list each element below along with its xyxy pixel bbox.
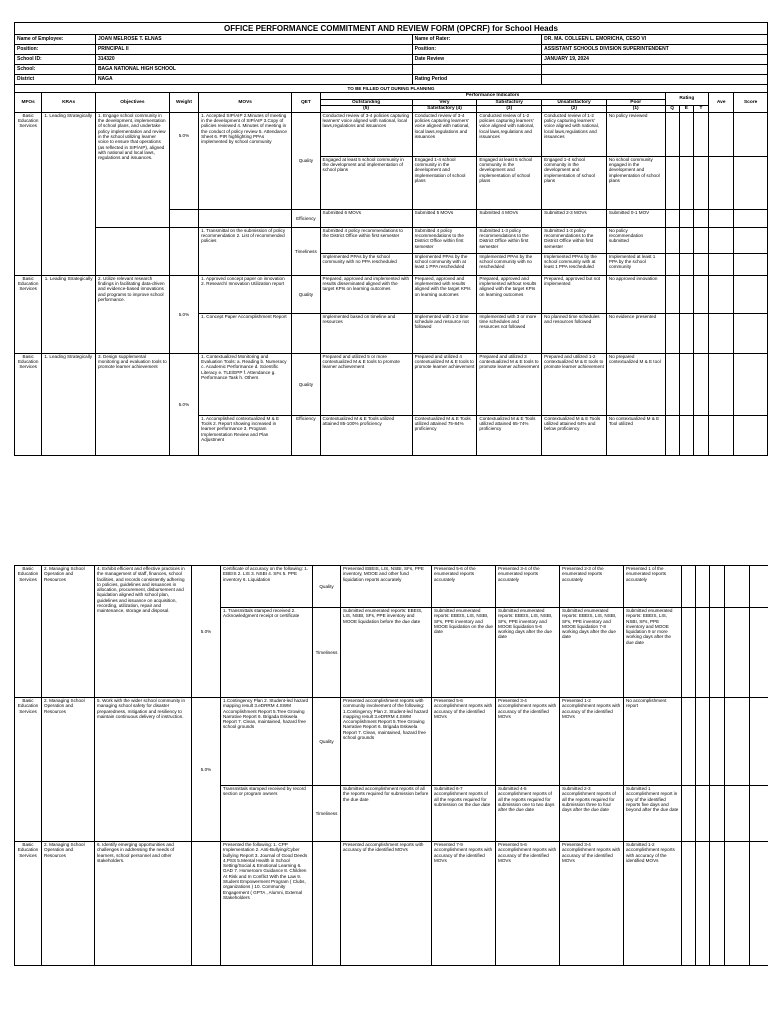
rating-e[interactable] — [679, 353, 693, 415]
objective-cell: 6. Identify emerging opportunities and challenges in addressing the needs of learners, school personnel and other stakeholders. — [95, 842, 192, 966]
indicator-cell: Submitted 4 policy recommendations to the District Office within first semester — [412, 227, 477, 253]
mov-cell: 1. Transmittal on the submission of policy recommendation 2. List of recommended policies — [199, 227, 292, 275]
rating-t[interactable] — [710, 698, 725, 786]
kra-cell: 2. Managing School Operation and Resources — [42, 842, 95, 966]
mov-cell: Presented the following: 1. CPP Implementation 2. Anti-Bullying/Cyber bullying Report 3. Journal of Good Deeds 4.PSS 5.Mental Health in School Setting/Social & Emotional Learning 6. GAD 7. Homeroom Guidance 8. Children At Risk and In Conflict With the Law 9. Student Empowerment Program ( Clubs, organizations ) 10. Community Engagement ( GPTA , Alumni, External Stakeholders — [221, 842, 313, 966]
indicator-cell: Prepared and utilized 5 or more contextualized M & E tools to promote learner achievement — [320, 353, 412, 415]
score-cell[interactable] — [734, 353, 768, 415]
rating-t[interactable] — [693, 209, 708, 227]
col-ave: Ave — [709, 93, 734, 113]
col-kras: KRAs — [42, 93, 96, 113]
rating-e[interactable] — [679, 415, 693, 455]
rating-q[interactable] — [665, 415, 679, 455]
school-id-label: School ID: — [15, 55, 96, 65]
qet-cell: Quality — [292, 112, 320, 209]
qet-cell: Timeliness — [313, 786, 341, 842]
rating-e[interactable] — [696, 786, 710, 842]
kra-cell: 1. Leading Strategically — [42, 275, 96, 353]
indicator-cell: Implemented PPAs by the school community with at least 1 PPA rescheduled — [542, 253, 607, 275]
ave-cell[interactable] — [709, 275, 734, 313]
rating-q[interactable] — [682, 698, 696, 786]
indicator-cell: Presented 2-3 of the enumerated reports accurately — [560, 566, 624, 608]
indicator-cell: Presented 3-4 accomplishment reports with accuracy of the identified MOVs — [560, 842, 624, 966]
rating-q[interactable] — [665, 253, 679, 275]
indicator-cell: No planned time schedules and resources followed — [542, 313, 607, 353]
mfo-cell: Basic Education Services — [15, 566, 42, 698]
col-outstanding-n: (5) — [320, 106, 412, 113]
rating-e[interactable] — [679, 209, 693, 227]
indicator-cell: Submitted 1 accomplishment report in any of the identified reports five days and beyond after the due date — [624, 786, 682, 842]
indicator-cell: Contextualized M & E Tools utilized attained 85-100% proficiency — [320, 415, 412, 455]
objective-cell: 3. Design supplemental monitoring and evaluation tools to promote learner achievement — [95, 353, 169, 455]
indicator-cell: Presented 5-6 of the enumerated reports accurately — [432, 566, 496, 608]
ave-cell[interactable] — [725, 608, 750, 698]
rating-t[interactable] — [693, 415, 708, 455]
indicator-cell: Prepared and utilized 4 contextualized M & E tools to promote learner achievement — [412, 353, 477, 415]
district-label: District — [15, 75, 96, 85]
score-cell[interactable] — [734, 253, 768, 275]
mov-cell: 1. Transmittals stamped received 2. Acknowledgment receipt or certificate — [221, 608, 313, 698]
objective-cell: 1. Engage school community in the development, implementation of school plans, and undertake policy implementation and review in the school utilizing learner voice to ensure that operations (as reflected in SIP/AIP), aligned with national and local laws, regulations and issuances. — [95, 112, 169, 209]
rating-q[interactable] — [665, 209, 679, 227]
rating-t[interactable] — [693, 353, 708, 415]
indicator-cell: Contextualized M & E Tools utilized attained 64% and below proficiency — [542, 415, 607, 455]
rater-position: ASSISTANT SCHOOLS DIVISION SUPERINTENDENT — [542, 45, 768, 55]
indicator-cell: Engaged at least 5 school community in the development and implementation of school plans — [320, 156, 412, 209]
indicator-cell: Prepared, approved but not implemented — [542, 275, 607, 313]
rating-q[interactable] — [682, 842, 696, 966]
indicator-cell: Submitted 1-2 accomplishment reports with accuracy of the identified MOVs — [624, 842, 682, 966]
mov-cell: 1.Contingency Plan 2. Student-led hazard mapping result 3.eDRRM 4.SWM Accomplishment Report 5.Tree Growing Narrative Report 6. Brigada Eskwela Report 7. Clean, maintained, hazard free school grounds — [221, 698, 313, 786]
rating-e[interactable] — [679, 227, 693, 253]
rating-q[interactable] — [665, 313, 679, 353]
rating-q[interactable] — [682, 786, 696, 842]
rating-t[interactable] — [710, 566, 725, 608]
indicator-cell: Presented accomplishment reports with community involvement of the following: 1.Contingency Plan 2. Student-led hazard mapping result 3.eDRRM 4.SWM Accomplishment Report 5.Tree Growing Narrative Report 6. Brigada Eskwela Report 7. Clean, maintained, hazard free school grounds — [341, 698, 432, 786]
col-satisfactory: Satisfactory — [477, 99, 542, 106]
indicator-cell: Conducted review of 1-2 policy capturing learners' voice aligned with national, local laws,regulations and issuances — [542, 112, 607, 156]
indicator-cell: Submitted 4-5 accomplishment reports of all the reports required for submission one to two days after the due date — [496, 786, 560, 842]
rating-q[interactable] — [665, 275, 679, 313]
indicator-cell: Conducted review of 3-4 policies capturing learners' voice aligned with national, local laws,regulations and issuances — [320, 112, 412, 156]
indicator-cell: Submitted enumerated reports: EBEIS, LIS, NSBI, SFs, PPE inventory and MOOE liquidation 7-8 working days after the due date — [560, 608, 624, 698]
rater-name: DR. MA. COLLEEN L. EMORICHA, CESO VI — [542, 35, 768, 45]
district-name: NAGA — [95, 75, 412, 85]
indicator-cell: Engaged at least 5 school community in the development and implementation of school plans — [477, 156, 542, 209]
indicator-cell: Presented accomplishment reports with accuracy of the identified MOVs — [341, 842, 432, 966]
col-satisfactory-n: (3) — [477, 106, 542, 113]
indicator-cell: Implemented with 1-2 time schedule and resource not followed — [412, 313, 477, 353]
col-rating: Rating — [665, 93, 708, 106]
col-qet: QET — [292, 93, 320, 113]
indicator-cell: Submitted 2-3 accomplishment reports of all the reports required for submission three to four days after the due date — [560, 786, 624, 842]
score-cell[interactable] — [750, 566, 768, 608]
ave-cell[interactable] — [709, 156, 734, 209]
rating-e[interactable] — [696, 566, 710, 608]
indicator-cell: No approved innovation — [606, 275, 665, 313]
col-poor-n: (1) — [606, 106, 665, 113]
ave-cell[interactable] — [709, 227, 734, 253]
indicator-cell: Implemented with 3 or more time schedules and resources not followed — [477, 313, 542, 353]
mfo-cell: Basic Education Services — [15, 842, 42, 966]
rating-e[interactable] — [679, 313, 693, 353]
mov-cell: 1. Concept Paper Accomplishment Report — [199, 313, 292, 353]
position-value: PRINCIPAL II — [95, 45, 412, 55]
ave-cell[interactable] — [709, 415, 734, 455]
indicator-cell: Conducted review of 1-2 policies capturing learners' voice aligned with national, local laws,regulations and issuances — [477, 112, 542, 156]
qet-cell: Quality — [292, 275, 320, 313]
indicator-cell: Prepared, approved and implemented with results aligned with the target KPIs on learning outcomes — [412, 275, 477, 313]
rating-t[interactable] — [710, 842, 725, 966]
objective-cell: 4. Exhibit efficient and effective practices in the management of staff, finances, school facilities, and records consistently adhering to policies, guidelines and issuances in allocation, procurement, disbursement and liquidation aligned with school plan, guidelines and issuance on acquisition, recording, utilization, repair and maintenance, storage and disposal. — [95, 566, 192, 698]
objective-cell: 2. Utilize relevant research findings in facilitating data-driven and evidence-based innovations and programs to improve school performance. — [95, 275, 169, 353]
indicator-cell: Prepared, approved and implemented with results disseminated aligned with the target KPIs on learning outcomes — [320, 275, 412, 313]
score-cell[interactable] — [750, 698, 768, 786]
indicator-cell: No contextualized M & E Tool utilized — [606, 415, 665, 455]
rating-t[interactable] — [693, 156, 708, 209]
indicator-cell: Contextualized M & E Tools utilized attained 65-74% proficiency — [477, 415, 542, 455]
indicator-cell: Submitted 1-3 policy recommendations to the District Office within first semester — [477, 227, 542, 253]
mfo-cell: Basic Education Services — [15, 112, 42, 275]
qet-cell: Quality — [292, 353, 320, 415]
indicator-cell: No evidence presented — [606, 313, 665, 353]
qet-cell: Quality — [313, 566, 341, 608]
mfo-cell: Basic Education Services — [15, 275, 42, 353]
rating-e[interactable] — [696, 608, 710, 698]
ave-cell[interactable] — [725, 566, 750, 608]
school-id: 314320 — [95, 55, 412, 65]
indicator-cell: No prepared contextualized M & E tool — [606, 353, 665, 415]
rating-t[interactable] — [693, 112, 708, 156]
indicator-cell: Submitted enumerated reports: EBEIS, LIS, NSBI, SFs, PPE inventory and MOOE liquidation 5-6 working days after the due date — [496, 608, 560, 698]
rating-e[interactable] — [679, 156, 693, 209]
kra-cell: 1. Leading Strategically — [42, 353, 96, 455]
col-mfos: MFOs — [15, 93, 42, 113]
opcrf-table-page-1 — [14, 22, 768, 456]
indicator-cell: Submitted 1-3 policy recommendations to the District Office within first semester — [542, 227, 607, 253]
score-cell[interactable] — [734, 313, 768, 353]
indicator-cell: Engaged 1-4 school community in the development and implementation of school plans — [412, 156, 477, 209]
indicator-cell: Submitted enumerated reports: EBEIS, LIS, NSBI, SFs, PPE inventory and MOOE liquidation 9 or more working days after the due date — [624, 608, 682, 698]
planning-banner: TO BE FILLED OUT DURING PLANNING — [15, 85, 768, 93]
ave-cell[interactable] — [709, 313, 734, 353]
col-unsatisfactory-n: (2) — [542, 106, 607, 113]
score-cell[interactable] — [750, 608, 768, 698]
indicator-cell: Presented EBEIS, LIS, NSBI, SFs, PPE inventory, MOOE and other fund liquidation reports accurately — [341, 566, 432, 608]
rating-q[interactable] — [665, 112, 679, 156]
ave-cell[interactable] — [709, 353, 734, 415]
date-review: JANUARY 19, 2024 — [542, 55, 768, 65]
indicator-cell: Submitted 5 MOVs — [412, 209, 477, 227]
col-poor: Poor — [606, 99, 665, 106]
rating-e[interactable] — [696, 698, 710, 786]
indicator-cell: Presented 5-6 accomplishment reports with accuracy of the identified MOVs — [432, 698, 496, 786]
score-cell[interactable] — [750, 842, 768, 966]
kra-cell: 2. Managing School Operation and Resources — [42, 698, 95, 842]
weight-cell: 5.0% — [192, 698, 221, 842]
ave-cell[interactable] — [725, 698, 750, 786]
indicator-cell: Presented 5-6 accomplishment reports with accuracy of the identified MOVs — [496, 842, 560, 966]
rating-q[interactable] — [682, 566, 696, 608]
weight-cell: 5.0% — [169, 353, 198, 455]
rating-t[interactable] — [693, 253, 708, 275]
indicator-cell: Submitted 0-1 MOV — [606, 209, 665, 227]
indicator-cell: Prepared and utilized 3 contextualized M & E tools to promote learner achievement — [477, 353, 542, 415]
score-cell[interactable] — [734, 275, 768, 313]
rating-e[interactable] — [679, 112, 693, 156]
ave-cell[interactable] — [709, 253, 734, 275]
indicator-cell: Presented 1 of the enumerated reports accurately — [624, 566, 682, 608]
col-very-sat: Satisfactory (4) — [412, 106, 477, 113]
qet-cell: Quality — [313, 698, 341, 786]
indicator-cell: No policy recommendation submitted — [606, 227, 665, 253]
rater-label: Name of Rater: — [412, 35, 542, 45]
rating-e[interactable] — [696, 842, 710, 966]
school-name: BAGA NATIONAL HIGH SCHOOL — [95, 65, 412, 75]
indicator-cell: Prepared, approved and implemented without results aligned with the target KPIs on learning outcomes — [477, 275, 542, 313]
indicator-cell: Submitted 6-7 accomplishment reports of all the reports required for submission on the due date — [432, 786, 496, 842]
col-very: Very — [412, 99, 477, 106]
col-outstanding: Outstanding — [320, 99, 412, 106]
mov-cell: 1. Accomplished contextualized M & E Tools 2. Report showing increased in learner performance 3. Program Implementation Review and Plan Adjustment — [199, 415, 292, 455]
indicator-cell: Implemented at least 1 PPA by the school community — [606, 253, 665, 275]
mov-cell: Certificate of accuracy on the following: 1. EBEIS 2. LIS 3. NSBI 4. SFs 5. PPE inventory 6. Liquidation — [221, 566, 313, 608]
rating-t[interactable] — [693, 275, 708, 313]
indicator-cell: Presented 3-4 of the enumerated reports accurately — [496, 566, 560, 608]
employee-name-label: Name of Employee: — [15, 35, 96, 45]
ave-cell[interactable] — [709, 209, 734, 227]
indicator-cell: Presented 1-2 accomplishment reports with accuracy of the identified MOVs — [560, 698, 624, 786]
mfo-cell: Basic Education Services — [15, 353, 42, 455]
rating-q[interactable] — [665, 227, 679, 253]
col-e: E — [679, 106, 693, 113]
form-title: OFFICE PERFORMANCE COMMITMENT AND REVIEW FORM (OPCRF) for School Heads — [15, 23, 768, 35]
indicator-cell: Submitted enumerated reports: EBEIS, LIS, NSBI, SFs, PPE inventory and MOOE liquidation before the due date — [341, 608, 432, 698]
col-objectives: Objectives — [95, 93, 169, 113]
rating-t[interactable] — [693, 313, 708, 353]
indicator-cell: Engaged 1-4 school community in the development and implementation of school plans — [542, 156, 607, 209]
ave-cell[interactable] — [725, 842, 750, 966]
indicator-cell: No accomplishment report — [624, 698, 682, 786]
kra-cell: 1. Leading Strategically — [42, 112, 96, 275]
qet-cell: Efficiency — [292, 209, 320, 227]
mfo-cell: Basic Education Services — [15, 698, 42, 842]
rating-t[interactable] — [693, 227, 708, 253]
rating-q[interactable] — [665, 156, 679, 209]
indicator-cell: Implemented PPAs by the school community with no rescheduled — [477, 253, 542, 275]
ave-cell[interactable] — [709, 112, 734, 156]
rating-t[interactable] — [710, 786, 725, 842]
score-cell[interactable] — [734, 227, 768, 253]
indicator-cell: Submitted enumerated reports: EBEIS, LIS, NSBI, SFs, PPE inventory and MOOE liquidation on the due date — [432, 608, 496, 698]
rater-position-label: Position: — [412, 45, 542, 55]
date-review-label: Date Review — [412, 55, 542, 65]
score-cell[interactable] — [734, 156, 768, 209]
opcrf-table-page-2 — [14, 565, 768, 966]
indicator-cell: Submitted 4 MOVs — [477, 209, 542, 227]
objective-cell: 5. Work with the wider school community in managing school safety for disaster preparedness, mitigation and resiliency to maintain continuous delivery of instruction. — [95, 698, 192, 842]
position-label: Position: — [15, 45, 96, 55]
col-movs: MOVs — [199, 93, 292, 113]
indicator-cell: Submitted 6 MOVs — [320, 209, 412, 227]
rating-q[interactable] — [682, 608, 696, 698]
mov-cell: 1. Approved concept paper on innovation 2. Research/ Innovation Utilization report — [199, 275, 292, 313]
score-cell[interactable] — [750, 786, 768, 842]
score-cell[interactable] — [734, 209, 768, 227]
indicator-cell: Submitted 4 policy recommendations to the District Office within first semester — [320, 227, 412, 253]
weight-cell: 5.0% — [169, 275, 198, 353]
rating-q[interactable] — [665, 353, 679, 415]
indicator-cell: Submitted accomplishment reports of all the reports required for submission before the due date — [341, 786, 432, 842]
employee-name: JOAN MELROSE T. ELNAS — [95, 35, 412, 45]
indicator-cell: Implemented based on timeline and resources — [320, 313, 412, 353]
mov-cell: 1. Contextualized Monitoring and Evaluation Tools: a. Reading b. Numeracy c. Academic Performance d. Scientific Literacy e. TLE/EPP f. Attendance g. Performance Task h. Others — [199, 353, 292, 415]
score-cell[interactable] — [734, 112, 768, 156]
mov-cell: Transmittals stamped received by record section or program owners — [221, 786, 313, 842]
col-weight: Weight — [169, 93, 198, 113]
indicator-cell: Presented 7-9 accomplishment reports with accuracy of the identified MOVs — [432, 842, 496, 966]
weight-cell: 5.0% — [192, 566, 221, 698]
indicator-cell: Conducted review of 3-4 policies capturing learners' voice aligned with national, local laws,regulations and issuances — [412, 112, 477, 156]
col-unsatisfactory: Unsatisfactory — [542, 99, 607, 106]
col-t: T — [693, 106, 708, 113]
indicator-cell: Presented 3-4 accomplishment reports with accuracy of the identified MOVs — [496, 698, 560, 786]
indicator-cell: Contextualized M & E Tools utilized attained 75-84% proficiency — [412, 415, 477, 455]
rating-period-label: Rating Period — [412, 75, 542, 85]
kra-cell: 2. Managing School Operation and Resources — [42, 566, 95, 698]
indicator-cell: Submitted 2-3 MOVs — [542, 209, 607, 227]
mov-cell: 1. Accepted SIP/AIP 2.Minutes of meeting in the development of SIP/AIP 3.Copy of policies reviewed 4. Minutes of meeting in the conduct of policy review 5. Attendance Sheet 6. PIR highlighting PPAs implemented by school community — [199, 112, 292, 209]
col-q: Q — [665, 106, 679, 113]
qet-cell: Efficiency — [292, 415, 320, 455]
rating-e[interactable] — [679, 275, 693, 313]
indicator-cell: Implemented PPAs by the school community with no PPA rescheduled — [320, 253, 412, 275]
indicator-cell: No school community engaged in the development and implementation of school plans — [606, 156, 665, 209]
qet-cell: Timeliness — [313, 608, 341, 698]
qet-cell: Timeliness — [292, 227, 320, 275]
score-cell[interactable] — [734, 415, 768, 455]
col-performance-indicators: Performance Indicators — [320, 93, 665, 100]
weight-cell: 5.0% — [169, 112, 198, 209]
indicator-cell: Implemented PPAs by the school community with at least 1 PPA rescheduled — [412, 253, 477, 275]
rating-t[interactable] — [710, 608, 725, 698]
col-score: Score — [734, 93, 768, 113]
school-label: School: — [15, 65, 96, 75]
indicator-cell: Prepared and utilized 1-2 contextualized M & E tools to promote learner achievement — [542, 353, 607, 415]
ave-cell[interactable] — [725, 786, 750, 842]
rating-period — [542, 75, 768, 85]
indicator-cell: No policy reviewed — [606, 112, 665, 156]
rating-e[interactable] — [679, 253, 693, 275]
